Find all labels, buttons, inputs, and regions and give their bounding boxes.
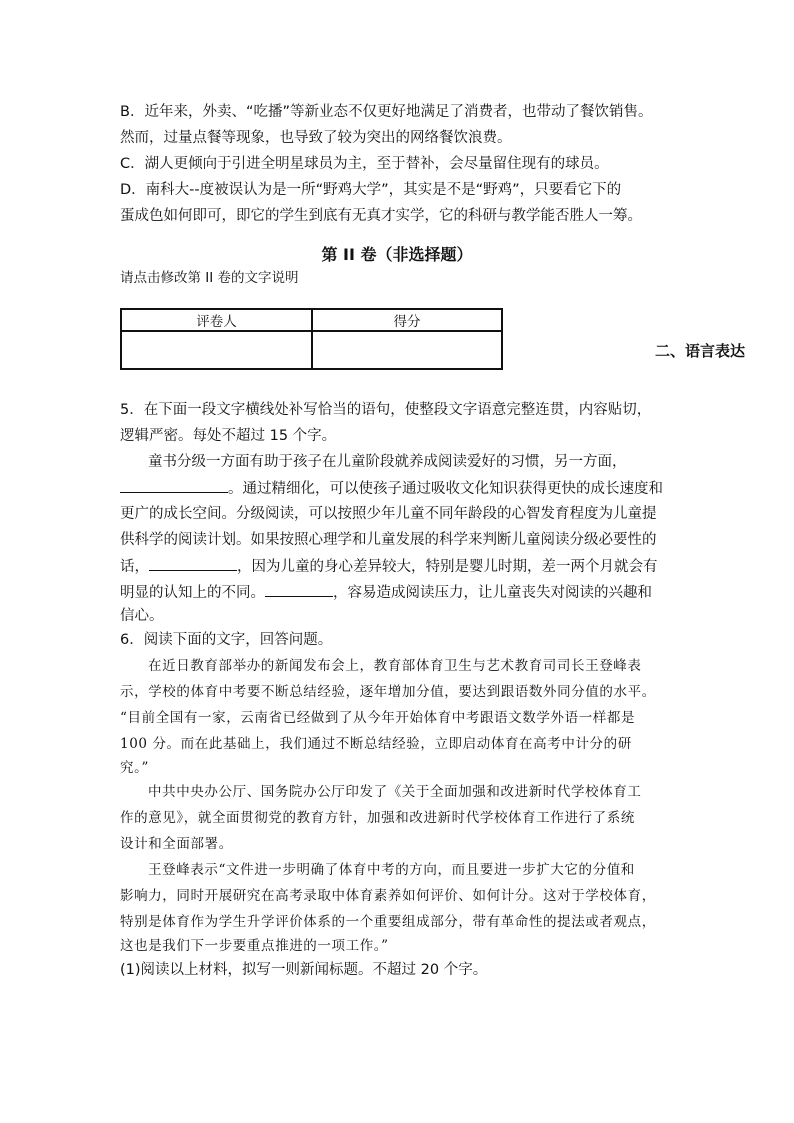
- q6-material-line1: 在近日教育部举办的新闻发布会上，教育部体育卫生与艺术教育司司长王登峰表: [148, 658, 642, 674]
- q5-prompt-line2: 逻辑严密。每处不超过 15 个字。: [120, 428, 337, 444]
- option-b-line2: 然而，过量点餐等现象，也导致了较为突出的网络餐饮浪费。: [120, 130, 512, 146]
- q5-para-line6-b: ，容易造成阅读压力，让儿童丧失对阅读的兴趣和: [333, 585, 652, 601]
- q6-material-line8: 设计和全面部署。: [120, 836, 233, 852]
- q6-material-line11: 特别是体育作为学生升学评价体系的一个重要组成部分，带有革命性的提法或者观点，: [120, 914, 656, 930]
- q5-prompt-line1: 5．在下面一段文字横线处补写恰当的语句，使整段文字语意完整连贯，内容贴切，: [120, 402, 652, 418]
- answer-blank-2[interactable]: [149, 556, 237, 571]
- q5-para-line2-text: 。通过精细化，可以使孩子通过吸收文化知识获得更快的成长速度和: [228, 481, 663, 497]
- q6-material-line2: 示，学校的体育中考要不断总结经验，逐年增加分值，要达到跟语数外同分值的水平。: [120, 684, 656, 700]
- q5-para-line5-b: ，因为儿童的身心差异较大，特别是婴儿时期，差一两个月就会有: [237, 559, 658, 575]
- q5-para-line4: 供科学的阅读计划。如果按照心理学和儿童发展的科学来判断儿童阅读分级必要性的: [120, 532, 657, 548]
- q5-para-line2: [120, 478, 663, 499]
- q6-material-line3: “目前全国有一家，云南省已经做到了从今年开始体育中考跟语文数学外语一样都是: [120, 710, 636, 726]
- q5-para-line6: [120, 582, 652, 603]
- q6-material-line5: 究。”: [120, 760, 149, 776]
- answer-blank-3[interactable]: [265, 582, 333, 597]
- q6-material-line4: 100 分。而在此基础上，我们通过不断总结经验，立即启动体育在高考中计分的研: [120, 736, 632, 752]
- q5-para-line1: 童书分级一方面有助于孩子在儿童阶段就养成阅读爱好的习惯，另一方面，: [148, 454, 627, 470]
- score-cell: [312, 331, 502, 369]
- grader-cell: [121, 331, 312, 369]
- q5-para-line5-a: 话，: [120, 559, 149, 575]
- part2-note[interactable]: 请点击修改第 II 卷的文字说明: [120, 270, 299, 286]
- grading-table: [120, 308, 503, 370]
- q6-material-line12: 这也是我们下一步要重点推进的一项工作。”: [120, 938, 389, 954]
- option-c-line1: C．湖人更倾向于引进全明星球员为主，至于替补，会尽量留住现有的球员。: [120, 156, 609, 172]
- option-d-line1: D．南科大--度被误认为是一所“野鸡大学”，其实是不是“野鸡”，只要看它下的: [120, 182, 622, 198]
- score-header: 得分: [312, 309, 502, 331]
- option-d-line2: 蛋成色如何即可，即它的学生到底有无真才实学，它的科研与教学能否胜人一筹。: [120, 208, 642, 224]
- part2-title: 第 II 卷（非选择题）: [321, 245, 473, 264]
- q5-para-line3: 更广的成长空间。分级阅读，可以按照少年儿童不同年龄段的心智发育程度为儿童提: [120, 506, 657, 522]
- q5-para-line7: 信心。: [120, 608, 164, 624]
- option-b-line1: B．近年来，外卖、“吃播”等新业态不仅更好地满足了消费者，也带动了餐饮销售。: [120, 104, 653, 120]
- q6-prompt: 6．阅读下面的文字，回答问题。: [120, 632, 333, 648]
- section-heading: 二、语言表达: [655, 342, 746, 360]
- q5-para-line6-a: 明显的认知上的不同。: [120, 585, 265, 601]
- grader-header: 评卷人: [121, 309, 312, 331]
- q6-material-line10: 影响力，同时开展研究在高考录取中体育素养如何评价、如何计分。这对于学校体育，: [120, 888, 656, 904]
- q6-subquestion-1: (1)阅读以上材料，拟写一则新闻标题。不超过 20 个字。: [120, 962, 488, 978]
- q6-material-line9: 王登峰表示“文件进一步明确了体育中考的方向，而且要进一步扩大它的分值和: [148, 862, 635, 878]
- answer-blank-1[interactable]: [120, 478, 228, 493]
- q6-material-line7: 作的意见》，就全面贯彻党的教育方针，加强和改进新时代学校体育工作进行了系统: [120, 810, 635, 826]
- q5-para-line5: [120, 556, 658, 577]
- q6-material-line6: 中共中央办公厅、国务院办公厅印发了《关于全面加强和改进新时代学校体育工: [148, 784, 642, 800]
